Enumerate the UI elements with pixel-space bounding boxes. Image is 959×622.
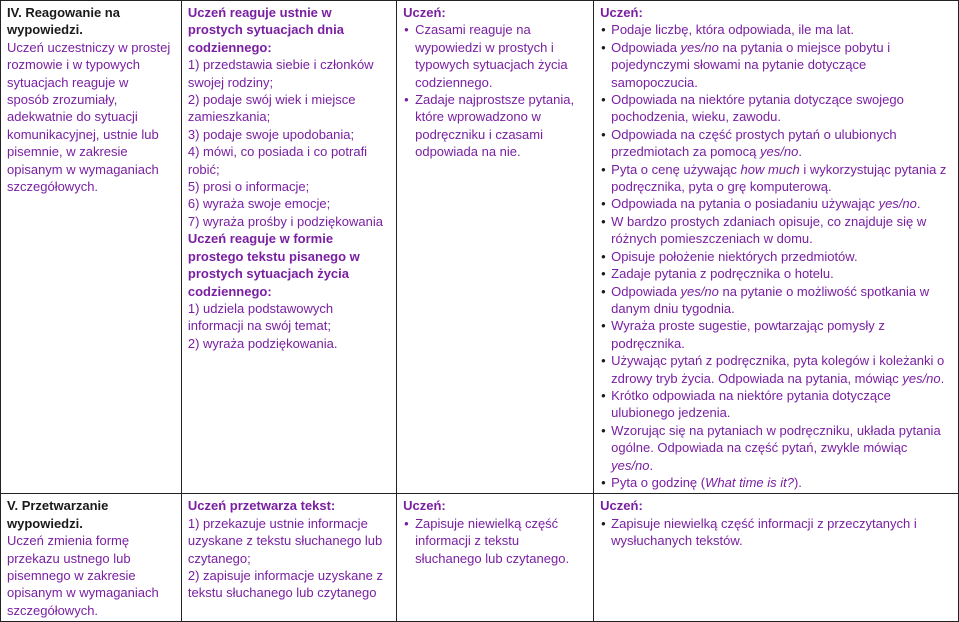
list-item [600,248,951,265]
list-item [600,387,951,422]
list-item-text: Używając pytań z podręcznika, pyta kolegów i koleżanki o zdrowy tryb życia. Odpowiada na pytania, mówiąc [611,353,945,386]
list-item-text: . [798,144,802,160]
list-item-text: . [940,370,945,386]
list-item-text: . [916,196,921,212]
grade-cell [397,1,594,494]
list-item [600,195,951,212]
student-label: Uczeń: [600,498,643,514]
list-item [600,265,951,282]
curriculum-item: 1) udziela podstawowych informacji na swój temat; [187,300,334,334]
list-item [600,39,951,91]
list-item-text: W bardzo prostych zdaniach opisuje, co znajduje się w różnych pomieszczeniach w domu. [611,213,927,247]
section-cell [1,1,182,494]
list-item-text: Odpowiada na część prostych pytań o ulubionych przedmiotach za pomocą [611,126,897,160]
grade-list [600,515,951,550]
list-item-text: Podaje liczbę, która odpowiada, ile ma lat. [611,22,854,38]
list-item: • Zapisuje niewielką część informacji z przeczytanych i wysłuchanych tekstów. [600,515,951,550]
table-row [1,494,959,622]
list-item-text: na pytania o miejsce pobytu i pojedynczymi słowami na pytanie dotyczące samopoczucia. [611,39,891,90]
list-item [600,161,951,196]
curriculum-list [188,300,389,352]
list-item-text: Pyta o cenę używając [611,161,741,177]
grade-list [600,21,951,491]
list-item-text: Wzorując się na pytaniach w podręczniku, układa pytania ogólne. Odpowiada na część pytań, zwykle mówiąc [611,422,941,456]
list-item [600,213,951,248]
student-label: Uczeń: [403,498,446,514]
list-item-text: Odpowiada na pytania o posiadaniu używając [611,196,879,212]
list-item-text: na pytanie o możliwość spotkania w danym dniu tygodnia. [611,283,930,316]
list-item-text: Zadaje pytania z podręcznika o hotelu. [611,266,834,282]
list-item: • Zapisuje niewielką część informacji z tekstu słuchanego lub czytanego. [403,515,586,567]
list-item-emphasis: yes/no [680,283,719,299]
list-item-emphasis: how much [740,161,800,177]
list-item-emphasis: yes/no [680,39,719,55]
list-item-text: Opisuje położenie niektórych przedmiotów. [611,248,858,264]
list-item-emphasis: yes/no [611,457,650,473]
student-label: Uczeń: [600,5,643,20]
list-item [600,21,951,38]
curriculum-item: 2) wyraża podziękowania. [187,335,338,351]
curriculum-heading: Uczeń przetwarza tekst: [187,498,336,514]
curriculum-item: 3) podaje swoje upodobania; [187,126,355,142]
curriculum-item: 2) zapisuje informacje uzyskane z tekstu słuchanego lub czytanego [187,568,383,601]
list-item-text: Wyraża proste sugestie, powtarzając pomysły z podręcznika. [611,318,885,351]
list-item: • Zadaje najprostsze pytania, które wprowadzono w podręczniku i czasami odpowiada na nie. [403,91,586,161]
student-label: Uczeń: [403,5,446,20]
list-item-emphasis: yes/no [902,370,941,386]
curriculum-item: 7) wyraża prośby i podziękowania [187,213,383,229]
section-description: Uczeń uczestniczy w prostej rozmowie i w typowych sytuacjach reaguje w sposób zrozumiały, adekwatnie do sytuacji komunikacyjnej, ustnie lub pisemnie, w zakresie opisanym w wymaganiach szczegółowych. [7,39,171,195]
curriculum-item: 1) przekazuje ustnie informacje uzyskane z tekstu słuchanego lub czytanego; [187,515,383,566]
list-item-text: Odpowiada na niektóre pytania dotyczące swojego pochodzenia, wieku, zawodu. [611,92,904,125]
list-item [600,283,951,318]
list-item-emphasis: yes/no [878,196,917,212]
curriculum-item: 5) prosi o informacje; [187,179,310,195]
list-item-text: Odpowiada [611,39,681,55]
list-item [600,352,951,387]
curriculum-item: 4) mówi, co posiada i co potrafi robić; [187,144,368,177]
grade-list [403,515,586,567]
list-item [600,317,951,352]
list-item-text: ). [793,474,802,490]
list-item: • Czasami reaguje na wypowiedzi w prostych i typowych sytuacjach życia codziennego. [403,21,586,91]
list-item-text: Odpowiada [611,283,681,299]
curriculum-cell [181,1,396,494]
list-item-emphasis: yes/no [760,144,799,160]
curriculum-item: 1) przedstawia siebie i członków swojej rodziny; [187,57,374,90]
grade-list [403,21,586,160]
list-item-text: Pyta o godzinę ( [611,474,706,490]
grade-cell [594,494,959,622]
list-item [600,91,951,126]
list-item-text: i wykorzystując pytania z podręcznika, pyta o grę komputerową. [611,161,947,195]
list-item [600,422,951,474]
curriculum-heading: Uczeń reaguje w formie prostego tekstu pisanego w prostych sytuacjach życia codziennego: [187,231,360,299]
list-item [600,126,951,161]
curriculum-item: 2) podaje swój wiek i miejsce zamieszkania; [187,92,356,125]
curriculum-cell [181,494,396,622]
section-heading: IV. Reagowanie na wypowiedzi. [7,5,120,38]
curriculum-list [188,56,389,230]
section-description: Uczeń zmienia formę przekazu ustnego lub pisemnego w zakresie opisanym w wymaganiach szczegółowych. [7,533,159,618]
list-item-text: Krótko odpowiada na niektóre pytania dotyczące ulubionego jedzenia. [611,387,891,421]
grade-cell [594,1,959,494]
curriculum-item: 6) wyraża swoje emocje; [187,196,331,212]
section-cell [1,494,182,622]
list-item-emphasis: What time is it? [705,474,794,490]
section-heading: V. Przetwarzanie wypowiedzi. [7,498,109,531]
table-row [1,1,959,494]
curriculum-heading: Uczeń reaguje ustnie w prostych sytuacjach dnia codziennego: [187,5,344,55]
list-item-text: . [649,457,654,473]
grade-cell [397,494,594,622]
list-item [600,474,951,491]
